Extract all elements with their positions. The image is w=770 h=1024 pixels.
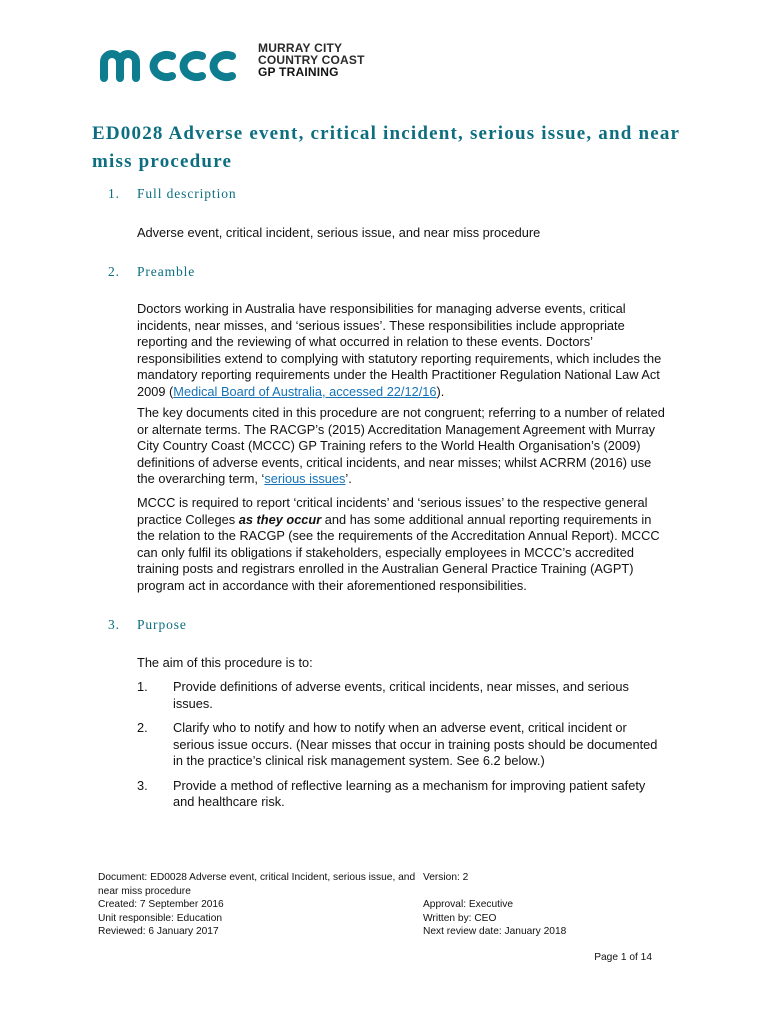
medical-board-link[interactable]: Medical Board of Australia, accessed 22/12/16 [173, 383, 437, 399]
document-title: ED0028 Adverse event, critical incident, serious issue, and near miss procedure [92, 123, 680, 172]
footer-created: Created: 7 September 2016 [98, 899, 224, 910]
section-heading-full-description: 1. Full description [108, 186, 237, 201]
full-description-text: Adverse event, critical incident, serious issue, and near miss procedure [137, 225, 541, 240]
preamble-paragraph-1: Doctors working in Australia have responsibilities for managing adverse events, critical incidents, near misses, and ‘serious issues’. These responsibilities include appropriate reporting and the reviewing of what occurred in relation to these events. Doctors’ responsibilities extend to complying with statutory reporting requirements, which includes the mandatory reporting requirements under the Health Practitioner Regulation National Law Act 2009 (Medical Board of Australia, accessed 22/12/16). [137, 301, 662, 399]
list-item: 2. Clarify who to notify and how to notify when an adverse event, critical incident or serious issue occurs. (Near misses that occur in training posts should be documented in the practice’s clinical risk management system. See 6.2 below.) [137, 720, 658, 768]
page-number: Page 1 of 14 [594, 952, 652, 963]
footer-next-review: Next review date: January 2018 [423, 926, 567, 937]
preamble-paragraph-2: The key documents cited in this procedure are not congruent; referring to a number of related or alternate terms. The RACGP’s (2015) Accreditation Management Agreement with Murray City Country Coast (MCCC) GP Training refers to the World Health Organisation’s (2009) definitions of adverse events, critical incidents, and near misses; whilst ACRRM (2016) use the overarching term, ‘serious issues’. [137, 405, 665, 486]
list-item: 3. Provide a method of reflective learning as a mechanism for improving patient safety and healthcare risk. [137, 777, 646, 809]
footer-right [423, 871, 623, 939]
list-item: 1. Provide definitions of adverse events, critical incidents, near misses, and serious issues. [137, 679, 629, 711]
footer-version: Version: 2 [423, 872, 469, 883]
purpose-intro: The aim of this procedure is to: [137, 655, 313, 670]
footer-approval: Approval: Executive [423, 899, 514, 910]
footer-reviewed: Reviewed: 6 January 2017 [98, 926, 219, 937]
serious-issues-link[interactable]: serious issues [264, 471, 346, 486]
preamble-paragraph-3: MCCC is required to report ‘critical incidents’ and ‘serious issues’ to the respective general practice Colleges as they occur and has some additional annual reporting requirements in the relation to the RACGP (see the requirements of the Accreditation Annual Report). MCCC can only fulfil its obligations if stakeholders, especially employees in MCCC’s accredited training posts and registrars enrolled in the Australian General Practice Training (AGPT) program act in accordance with their aforementioned responsibilities. [137, 495, 660, 593]
footer-document: Document: ED0028 Adverse event, critical Incident, serious issue, and near miss procedure [98, 872, 416, 897]
purpose-list [137, 679, 669, 819]
section-heading-preamble: 2. Preamble [108, 264, 196, 279]
footer-left [98, 871, 418, 939]
footer-written-by: Written by: CEO [423, 912, 497, 924]
mccc-logo-mark [98, 46, 248, 82]
section-heading-purpose: 3. Purpose [108, 617, 187, 632]
mccc-logo [98, 42, 368, 86]
footer-unit: Unit responsible: Education [98, 912, 223, 924]
logo-wordmark: MURRAY CITY COUNTRY COAST GP TRAINING [258, 41, 365, 79]
